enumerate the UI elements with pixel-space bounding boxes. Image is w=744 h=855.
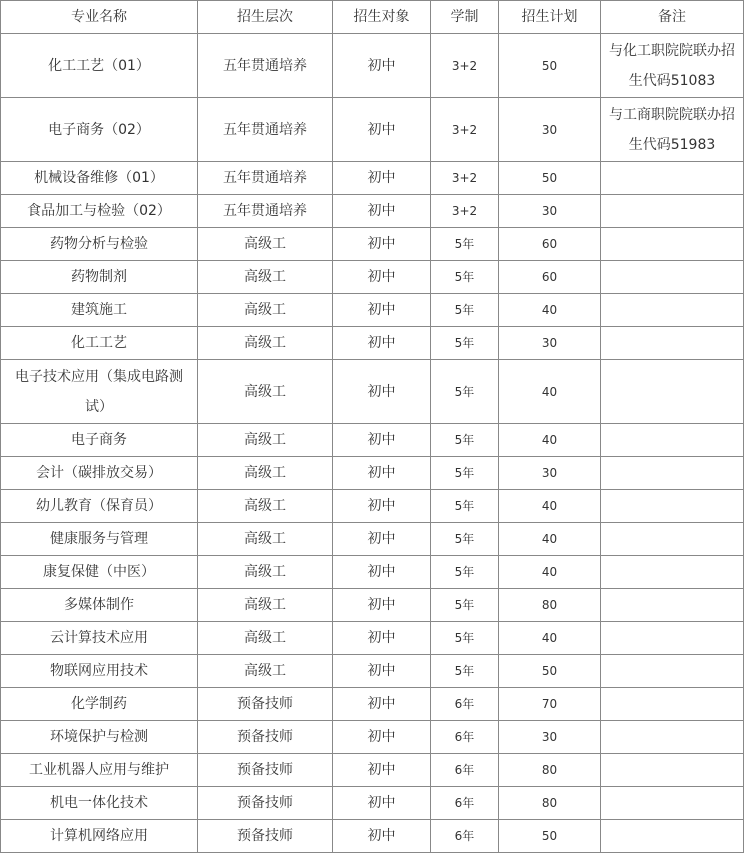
cell-major-name: 环境保护与检测 xyxy=(1,721,198,754)
cell-level: 预备技师 xyxy=(198,787,333,820)
table-row xyxy=(1,327,744,360)
cell-years: 5年 xyxy=(431,327,499,360)
cell-level: 五年贯通培养 xyxy=(198,34,333,98)
table-row xyxy=(1,556,744,589)
header-target: 招生对象 xyxy=(333,1,431,34)
cell-plan: 80 xyxy=(499,754,601,787)
cell-target: 初中 xyxy=(333,424,431,457)
header-years: 学制 xyxy=(431,1,499,34)
cell-target: 初中 xyxy=(333,327,431,360)
cell-target: 初中 xyxy=(333,556,431,589)
cell-note xyxy=(601,688,744,721)
cell-note xyxy=(601,424,744,457)
table-row xyxy=(1,754,744,787)
table-row xyxy=(1,34,744,98)
cell-level: 高级工 xyxy=(198,490,333,523)
cell-level: 高级工 xyxy=(198,457,333,490)
cell-level: 高级工 xyxy=(198,622,333,655)
cell-years: 5年 xyxy=(431,622,499,655)
cell-note xyxy=(601,820,744,853)
cell-plan: 70 xyxy=(499,688,601,721)
cell-plan: 30 xyxy=(499,98,601,162)
cell-major-name: 机电一体化技术 xyxy=(1,787,198,820)
cell-major-name: 计算机网络应用 xyxy=(1,820,198,853)
cell-level: 高级工 xyxy=(198,294,333,327)
cell-target: 初中 xyxy=(333,457,431,490)
table-row xyxy=(1,162,744,195)
cell-major-name: 药物制剂 xyxy=(1,261,198,294)
cell-major-name: 机械设备维修（01） xyxy=(1,162,198,195)
header-level: 招生层次 xyxy=(198,1,333,34)
cell-level: 五年贯通培养 xyxy=(198,195,333,228)
table-row xyxy=(1,655,744,688)
cell-plan: 40 xyxy=(499,556,601,589)
cell-target: 初中 xyxy=(333,162,431,195)
table-row xyxy=(1,787,744,820)
cell-target: 初中 xyxy=(333,688,431,721)
cell-years: 5年 xyxy=(431,261,499,294)
cell-years: 6年 xyxy=(431,820,499,853)
cell-plan: 30 xyxy=(499,327,601,360)
table-row xyxy=(1,424,744,457)
cell-years: 5年 xyxy=(431,556,499,589)
cell-target: 初中 xyxy=(333,195,431,228)
table-row xyxy=(1,490,744,523)
cell-note xyxy=(601,754,744,787)
cell-plan: 40 xyxy=(499,523,601,556)
cell-major-name: 电子商务 xyxy=(1,424,198,457)
table-header-row xyxy=(1,1,744,34)
cell-plan: 40 xyxy=(499,360,601,424)
cell-level: 高级工 xyxy=(198,523,333,556)
cell-years: 5年 xyxy=(431,228,499,261)
table-row xyxy=(1,294,744,327)
cell-target: 初中 xyxy=(333,523,431,556)
cell-major-name: 电子技术应用（集成电路测试） xyxy=(1,360,198,424)
cell-years: 5年 xyxy=(431,457,499,490)
cell-plan: 40 xyxy=(499,622,601,655)
header-plan: 招生计划 xyxy=(499,1,601,34)
cell-target: 初中 xyxy=(333,622,431,655)
cell-target: 初中 xyxy=(333,721,431,754)
cell-level: 预备技师 xyxy=(198,754,333,787)
cell-level: 预备技师 xyxy=(198,721,333,754)
cell-level: 高级工 xyxy=(198,327,333,360)
table-body xyxy=(1,34,744,853)
cell-major-name: 工业机器人应用与维护 xyxy=(1,754,198,787)
cell-years: 5年 xyxy=(431,523,499,556)
cell-level: 高级工 xyxy=(198,556,333,589)
cell-target: 初中 xyxy=(333,34,431,98)
cell-major-name: 药物分析与检验 xyxy=(1,228,198,261)
cell-plan: 60 xyxy=(499,228,601,261)
cell-plan: 50 xyxy=(499,655,601,688)
cell-major-name: 建筑施工 xyxy=(1,294,198,327)
cell-target: 初中 xyxy=(333,294,431,327)
header-note: 备注 xyxy=(601,1,744,34)
cell-years: 5年 xyxy=(431,589,499,622)
cell-note xyxy=(601,589,744,622)
cell-plan: 30 xyxy=(499,721,601,754)
cell-note xyxy=(601,360,744,424)
cell-years: 6年 xyxy=(431,688,499,721)
cell-years: 6年 xyxy=(431,787,499,820)
table-row xyxy=(1,360,744,424)
cell-target: 初中 xyxy=(333,754,431,787)
cell-years: 6年 xyxy=(431,754,499,787)
cell-level: 高级工 xyxy=(198,589,333,622)
cell-target: 初中 xyxy=(333,360,431,424)
cell-note xyxy=(601,721,744,754)
cell-major-name: 康复保健（中医） xyxy=(1,556,198,589)
cell-plan: 50 xyxy=(499,162,601,195)
table-row xyxy=(1,261,744,294)
cell-plan: 60 xyxy=(499,261,601,294)
cell-years: 5年 xyxy=(431,294,499,327)
cell-plan: 50 xyxy=(499,820,601,853)
cell-target: 初中 xyxy=(333,261,431,294)
cell-major-name: 食品加工与检验（02） xyxy=(1,195,198,228)
cell-level: 高级工 xyxy=(198,655,333,688)
table-row xyxy=(1,721,744,754)
cell-target: 初中 xyxy=(333,589,431,622)
cell-major-name: 化学制药 xyxy=(1,688,198,721)
header-major-name: 专业名称 xyxy=(1,1,198,34)
cell-major-name: 会计（碳排放交易） xyxy=(1,457,198,490)
table-row xyxy=(1,228,744,261)
cell-target: 初中 xyxy=(333,820,431,853)
cell-level: 高级工 xyxy=(198,261,333,294)
cell-years: 5年 xyxy=(431,490,499,523)
cell-note xyxy=(601,162,744,195)
cell-years: 3+2 xyxy=(431,34,499,98)
cell-years: 5年 xyxy=(431,655,499,688)
cell-target: 初中 xyxy=(333,655,431,688)
cell-major-name: 云计算技术应用 xyxy=(1,622,198,655)
cell-level: 预备技师 xyxy=(198,820,333,853)
cell-plan: 40 xyxy=(499,424,601,457)
table-row xyxy=(1,523,744,556)
cell-note xyxy=(601,655,744,688)
table-row xyxy=(1,457,744,490)
cell-years: 5年 xyxy=(431,360,499,424)
cell-level: 高级工 xyxy=(198,360,333,424)
cell-major-name: 物联网应用技术 xyxy=(1,655,198,688)
cell-level: 高级工 xyxy=(198,228,333,261)
cell-plan: 40 xyxy=(499,294,601,327)
cell-level: 五年贯通培养 xyxy=(198,162,333,195)
cell-major-name: 多媒体制作 xyxy=(1,589,198,622)
cell-note xyxy=(601,261,744,294)
cell-level: 高级工 xyxy=(198,424,333,457)
cell-note: 与工商职院院联办招生代码51983 xyxy=(601,98,744,162)
table-row xyxy=(1,589,744,622)
cell-level: 预备技师 xyxy=(198,688,333,721)
cell-major-name: 幼儿教育（保育员） xyxy=(1,490,198,523)
cell-years: 3+2 xyxy=(431,195,499,228)
cell-years: 6年 xyxy=(431,721,499,754)
cell-note xyxy=(601,490,744,523)
cell-target: 初中 xyxy=(333,490,431,523)
cell-major-name: 化工工艺 xyxy=(1,327,198,360)
cell-years: 3+2 xyxy=(431,162,499,195)
cell-note xyxy=(601,228,744,261)
cell-note: 与化工职院院联办招生代码51083 xyxy=(601,34,744,98)
cell-note xyxy=(601,787,744,820)
cell-plan: 30 xyxy=(499,195,601,228)
cell-level: 五年贯通培养 xyxy=(198,98,333,162)
cell-note xyxy=(601,195,744,228)
cell-plan: 80 xyxy=(499,589,601,622)
cell-target: 初中 xyxy=(333,228,431,261)
table-row xyxy=(1,688,744,721)
cell-years: 5年 xyxy=(431,424,499,457)
cell-major-name: 化工工艺（01） xyxy=(1,34,198,98)
cell-plan: 80 xyxy=(499,787,601,820)
table-row xyxy=(1,820,744,853)
cell-plan: 30 xyxy=(499,457,601,490)
cell-note xyxy=(601,622,744,655)
cell-target: 初中 xyxy=(333,787,431,820)
cell-note xyxy=(601,457,744,490)
table-row xyxy=(1,98,744,162)
cell-note xyxy=(601,327,744,360)
cell-note xyxy=(601,556,744,589)
cell-note xyxy=(601,523,744,556)
cell-major-name: 电子商务（02） xyxy=(1,98,198,162)
table-row xyxy=(1,195,744,228)
table-row xyxy=(1,622,744,655)
cell-major-name: 健康服务与管理 xyxy=(1,523,198,556)
cell-years: 3+2 xyxy=(431,98,499,162)
cell-plan: 40 xyxy=(499,490,601,523)
cell-target: 初中 xyxy=(333,98,431,162)
cell-plan: 50 xyxy=(499,34,601,98)
cell-note xyxy=(601,294,744,327)
